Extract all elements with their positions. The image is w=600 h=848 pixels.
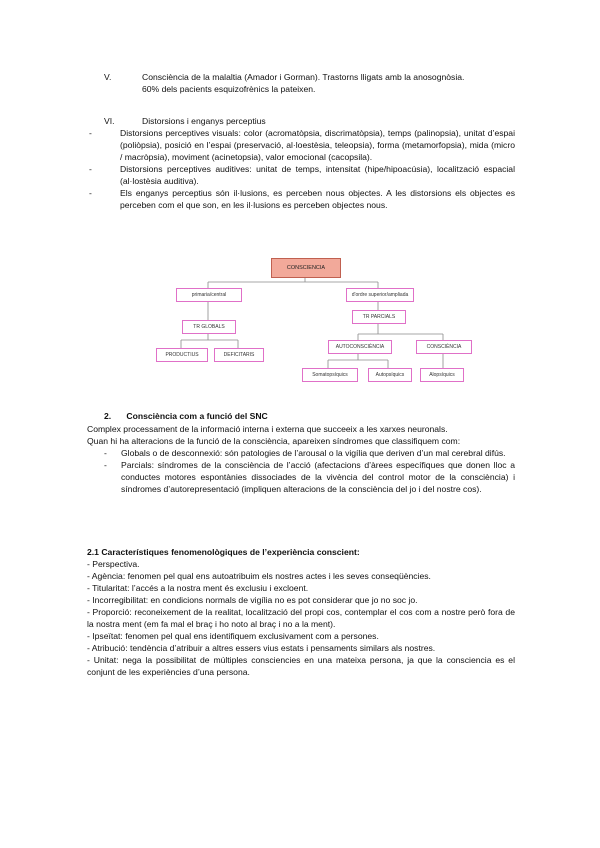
diagram-primary-box: primaria/central: [176, 288, 242, 302]
list-item: - Agència: fenomen pel qual ens autoatribuim els nostres actes i les seves conseqüències.: [87, 571, 431, 581]
list-item: - Unitat: nega la possibilitat de múltiples consciencies en una mateixa persona, ja que la consciencia es el conjunt de les experiències d’una persona.: [87, 655, 515, 677]
diagram-deficitaris-box: DEFICITARIS: [214, 348, 264, 362]
list-item: - Perspectiva.: [87, 559, 140, 569]
list-item: - Distorsions perceptives auditives: unitat de temps, intensitat (hipe/hipoacúsia), localització espacial (al·lostèsia auditiva).: [89, 164, 515, 186]
list-item: - Distorsions perceptives visuals: color (acromatòpsia, discrimatòpsia), temps (palinopsia), unitat d’espai (poliòpsia), posició en l’espai (preservació, al·loestèsia, teleopsia), forma (metamorfopsia), mida (micro / macròpsia), moviment (acinetopsia), valor emocional (cacopsila).: [89, 128, 515, 162]
list-item: - Ipseïtat: fenomen pel qual ens identifiquem exclusivament com a persones.: [87, 631, 379, 641]
list-item: - Parcials: síndromes de la consciència de l’acció (afectacions d’àrees específiques que donen lloc a conductes motores espontànies dissociades de la vivència del control motor de la consciència) i síndromes d’autorepresentació (impliquen alteracions de la consciència del jo i del nostre cos).: [104, 460, 515, 494]
diagram-tr-parcials-box: TR PARCIALS: [352, 310, 406, 324]
section-2-1-title: 2.1 Característiques fenomenològiques de l’experiència conscient:: [87, 547, 360, 557]
section-vi-list: [87, 127, 515, 211]
bullet-dash: -: [104, 460, 107, 470]
diagram-productius-box: PRODUCTIUS: [156, 348, 208, 362]
list-item: - Els enganys perceptius són il·lusions, es perceben nous objectes. A les distorsions els objectes es perceben com el que son, en les il·lusions es perceben objectes nous.: [89, 188, 515, 210]
diagram-tr-globals-box: TR GLOBALS: [182, 320, 236, 334]
list-item: - Titularitat: l’accés a la nostra ment és exclusiu i excloent.: [87, 583, 309, 593]
diagram-consciencia-box: CONSCIÈNCIA: [416, 340, 472, 354]
section-v-text: [142, 71, 517, 95]
section-v-line2: 60% dels pacients esquizofrènics la pateixen.: [142, 84, 316, 94]
list-item: - Incorregibilitat: en condicions normals de vigília no es pot considerar que jo no soc jo.: [87, 595, 418, 605]
list-item: - Globals o de desconnexió: són patologies de l’arousal o la vigília que deriven d’un mal cerebral difús.: [104, 448, 506, 458]
section-v-number: V.: [104, 72, 112, 82]
bullet-dash: -: [89, 164, 92, 174]
section-vi-title: Distorsions i enganys perceptius: [142, 116, 266, 126]
section-2-number: 2.: [104, 411, 112, 421]
section-v-line1: Consciència de la malaltia (Amador i Gorman). Trastorns lligats amb la anosognòsia.: [142, 72, 465, 82]
section-v: [87, 71, 517, 95]
diagram-autoconsciencia-box: AUTOCONSCIÈNCIA: [328, 340, 392, 354]
section-2-body: [87, 423, 515, 495]
bullet-dash: -: [89, 188, 92, 198]
bullet-dash: -: [104, 448, 107, 458]
diagram-root-box: CONSCIENCIA: [271, 258, 341, 278]
diagram-higher-order-box: d'ordre superior/ampliada: [346, 288, 414, 302]
section-vi: [87, 115, 517, 127]
section-vi-number: VI.: [104, 116, 115, 126]
diagram-alopsiquics-box: Alopsíquics: [420, 368, 464, 382]
list-item: - Atribució: tendència d’atribuir a altres essers vius estats i pensaments similars als nostres.: [87, 643, 436, 653]
section-2-intro-line1: Complex processament de la informació interna i externa que succeeix a les xarxes neuronals.: [87, 424, 448, 434]
consciousness-diagram: [148, 252, 462, 392]
section-2-title: Consciència com a funció del SNC: [126, 411, 268, 421]
section-2-heading: [87, 410, 515, 422]
bullet-dash: -: [89, 128, 92, 138]
section-2-intro-line2: Quan hi ha alteracions de la funció de la consciència, apareixen síndromes que classifiquem com:: [87, 436, 461, 446]
diagram-somatopsiquics-box: Somatopsíquics: [302, 368, 358, 382]
section-2-1: [87, 546, 515, 678]
list-item: - Proporció: reconeixement de la realitat, localització del propi cos, contemplar el cos com a nostre però fora de la nostra ment (em fa mal el braç i ho noto al braç i no a la ment).: [87, 607, 515, 629]
diagram-autopsiquics-box: Autopsíquics: [368, 368, 412, 382]
